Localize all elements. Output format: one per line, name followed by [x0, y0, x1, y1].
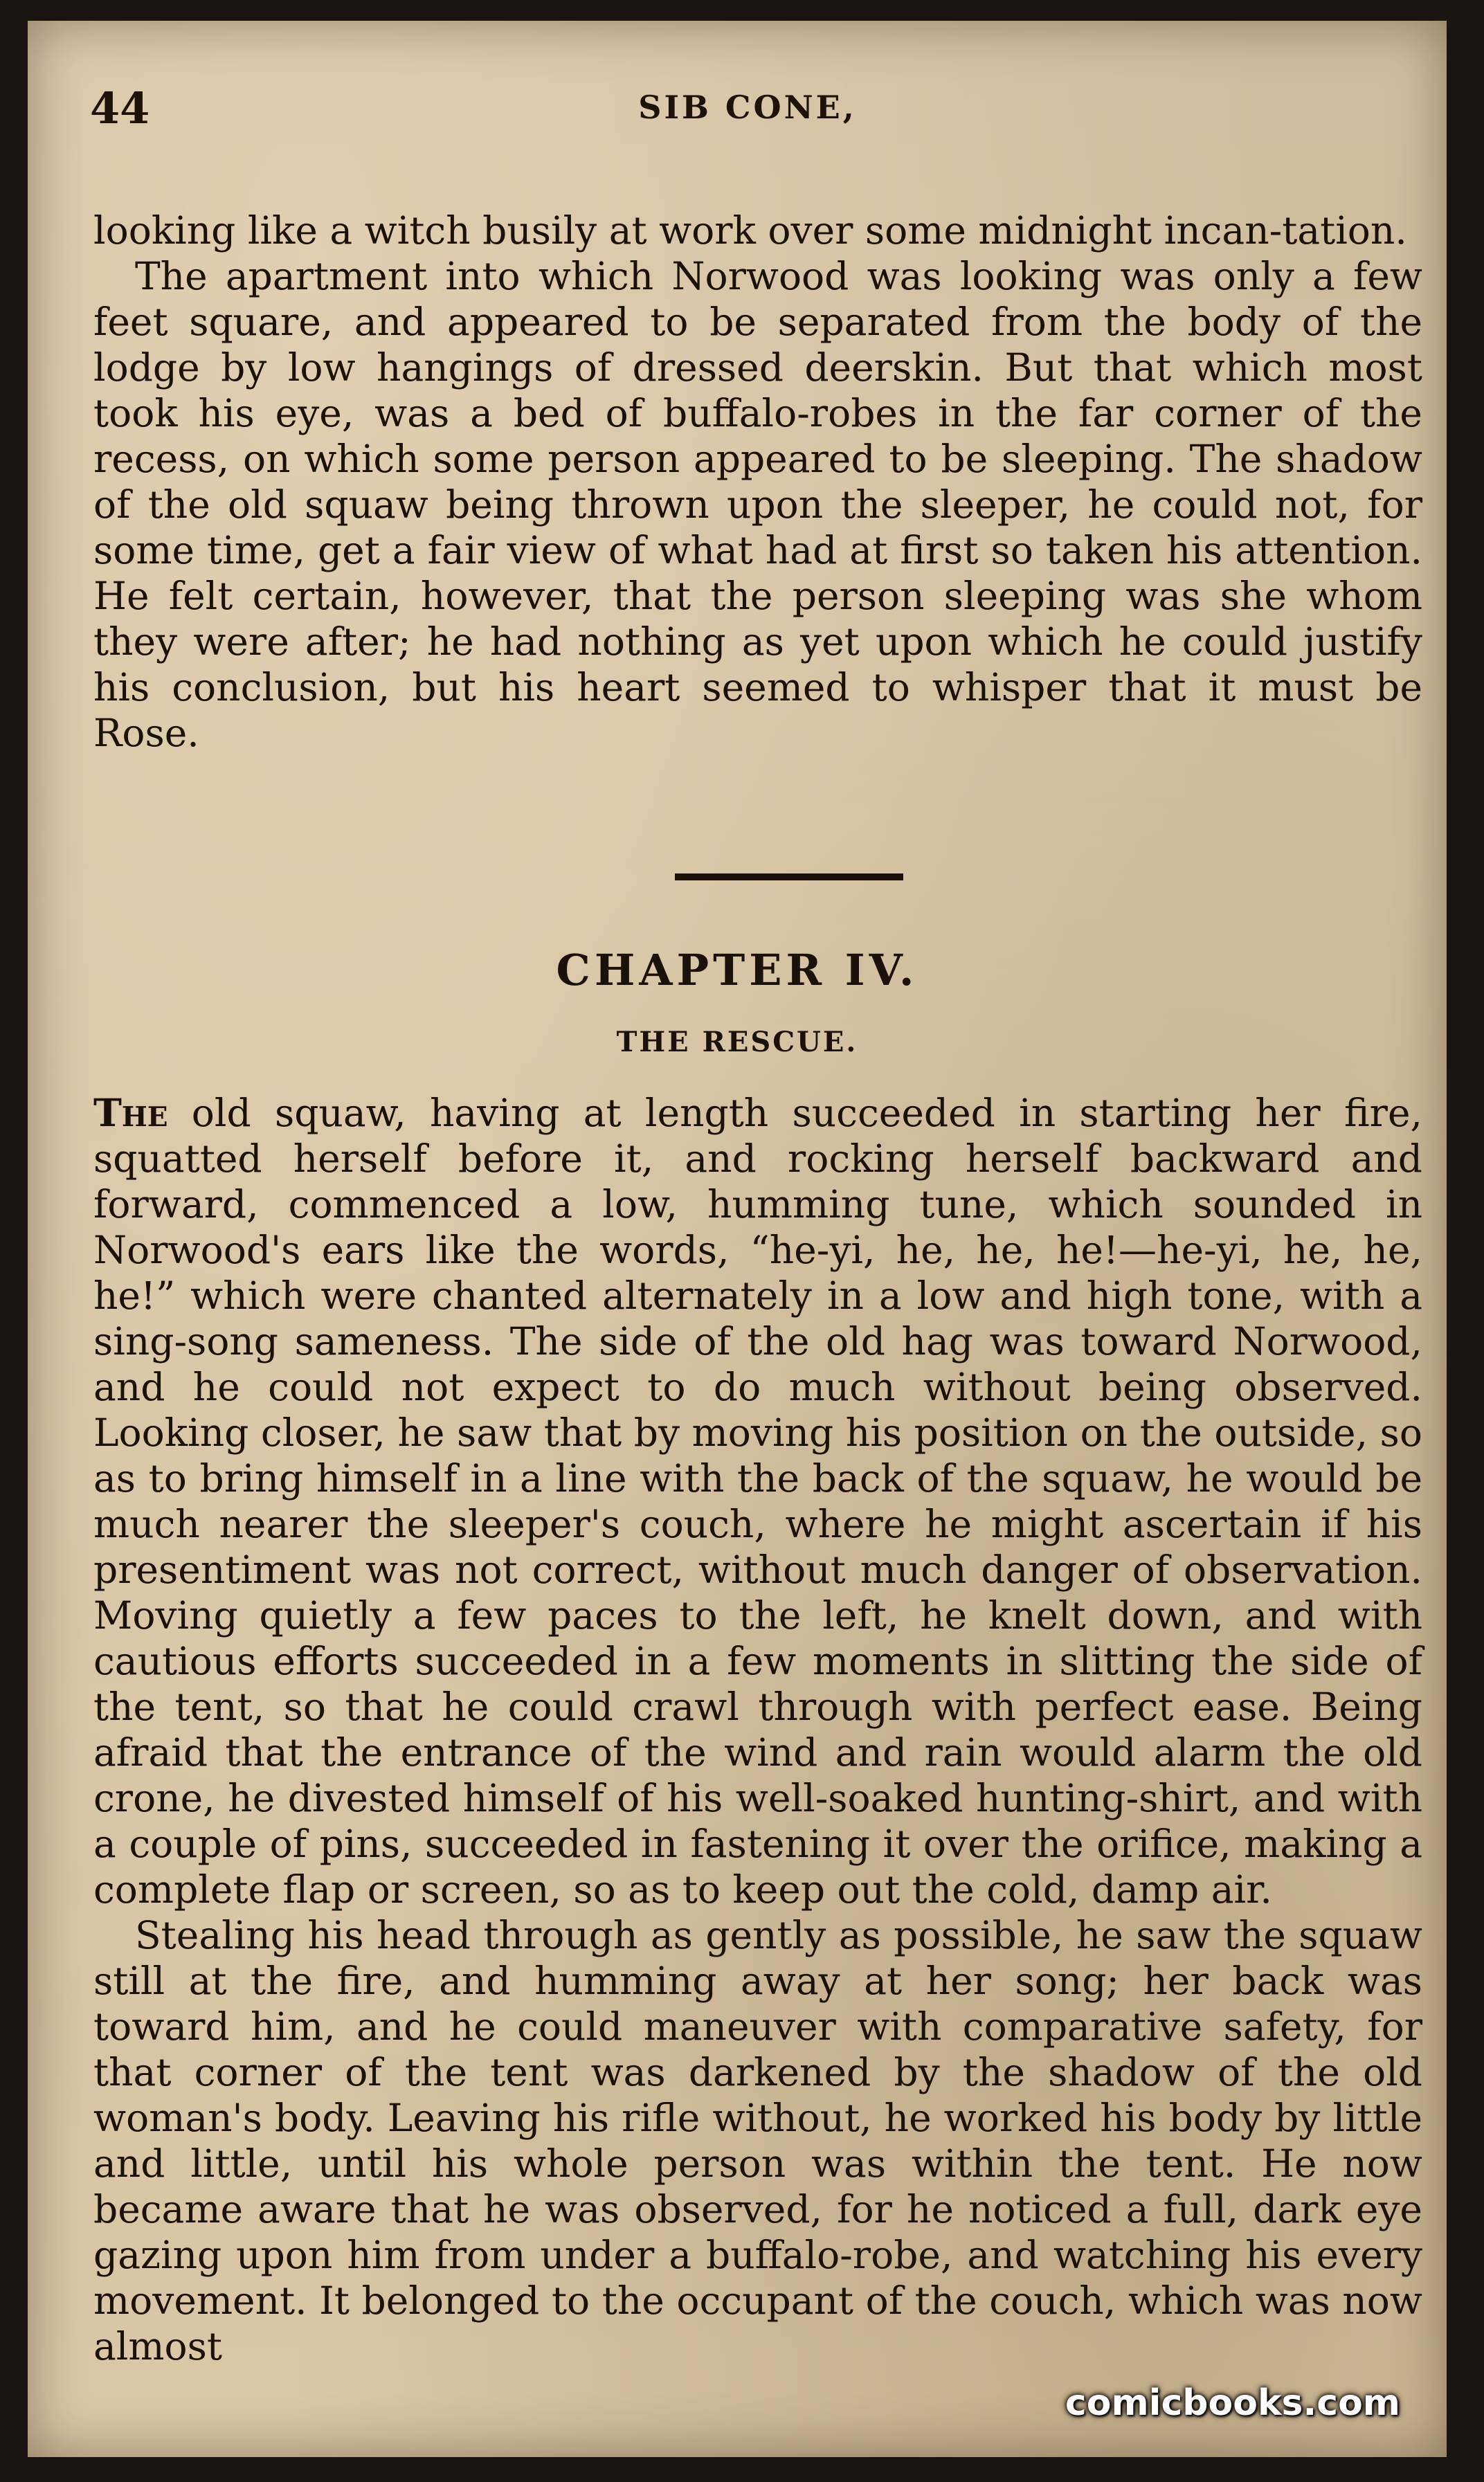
- chapter-title: CHAPTER IV.: [556, 945, 919, 995]
- page-number: 44: [90, 83, 150, 134]
- paragraph-chapter-opening-text: old squaw, having at length succeeded in starting her fire, squatted herself before it, and rocking herself backward and forward, commenced a low, humming tune, which sounded in Norwood's ears like the words, “he-yi, he, he, he!—he-yi, he, he, he!” which were chanted alternately in a low and high tone, with a sing-song sameness. The side of the old hag was toward Norwood, and he could not expect to do much without being observed. Looking closer, he saw that by moving his position on the outside, so as to bring himself in a line with the back of the squaw, he would be much nearer the sleeper's couch, where he might ascertain if his presentiment was not correct, without much danger of observation. Moving quietly a few paces to the left, he knelt down, and with cautious efforts succeeded in a few moments in slitting the side of the tent, so that he could crawl through with perfect ease. Being afraid that the entrance of the wind and rain would alarm the old crone, he divested himself of his well-soaked hunting-shirt, and with a couple of pins, succeeded in fastening it over the orifice, making a complete flap or screen, so as to keep out the cold, damp air.: [93, 1091, 1422, 1912]
- book-page: [28, 21, 1447, 2457]
- body-text-chapter: [93, 1090, 1422, 2369]
- running-head: SIB CONE,: [638, 89, 857, 126]
- paragraph-chapter-opening: [93, 1090, 1422, 1912]
- paragraph-apartment: The apartment into which Norwood was looking was only a few feet square, and appeared to be separated from the body of the lodge by low hangings of dressed deerskin. But that which most took his eye, was a bed of buffalo-robes in the far corner of the recess, on which some person appeared to be sleeping. The shadow of the old squaw being thrown upon the sleeper, he could not, for some time, get a fair view of what had at first so taken his attention. He felt certain, however, that the person sleeping was she whom they were after; he had nothing as yet upon which he could justify his conclusion, but his heart seemed to whisper that it must be Rose.: [93, 254, 1422, 755]
- section-divider: [675, 873, 903, 880]
- paragraph-stealing: Stealing his head through as gently as possible, he saw the squaw still at the fire, and humming away at her song; her back was toward him, and he could maneuver with comparative safety, for that corner of the tent was darkened by the shadow of the old woman's body. Leaving his rifle without, he worked his body by little and little, until his whole person was within the tent. He now became aware that he was observed, for he noticed a full, dark eye gazing upon him from under a buffalo-robe, and watching his every movement. It belonged to the occupant of the couch, which was now almost: [93, 1913, 1422, 2368]
- lead-word: The: [93, 1090, 168, 1135]
- watermark-logo: comicbooks.com: [1065, 2382, 1400, 2424]
- chapter-subtitle: THE RESCUE.: [616, 1026, 858, 1058]
- paragraph-continuation: looking like a witch busily at work over some midnight incan-tation.: [93, 208, 1407, 253]
- body-text-top: [93, 208, 1422, 756]
- page-header: [90, 83, 1405, 138]
